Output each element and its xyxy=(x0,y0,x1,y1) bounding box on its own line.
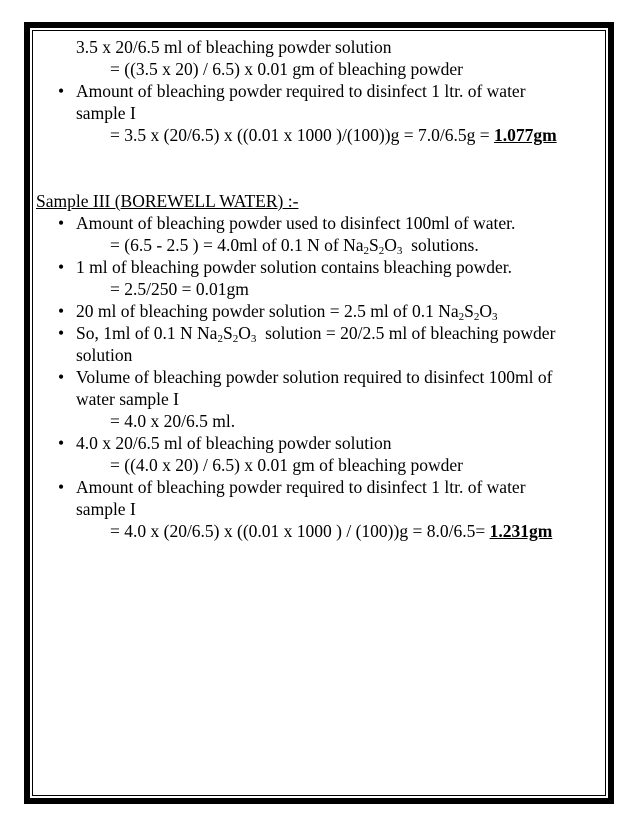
subscript: 3 xyxy=(396,245,403,257)
list-item-text: 1 ml of bleaching powder solution contains bleaching powder. xyxy=(76,257,512,277)
bullet-icon: • xyxy=(58,367,65,387)
bullet-icon: • xyxy=(58,81,65,101)
calc-line: 3.5 x 20/6.5 ml of bleaching powder solution xyxy=(76,37,392,57)
bullet-icon: • xyxy=(58,323,65,343)
subscript: 2 xyxy=(378,245,385,257)
subscript: 2 xyxy=(363,245,370,257)
section-spacer xyxy=(36,146,601,190)
equation-text: O xyxy=(384,235,397,255)
list-item-text: So, 1ml of 0.1 N Na xyxy=(76,323,218,343)
equation-text: = 3.5 x (20/6.5) x ((0.01 x 1000 )/(100))g = 7.0/6.5g = xyxy=(110,125,494,145)
list-item-text: Volume of bleaching powder solution required to disinfect 100ml of xyxy=(76,367,553,387)
list-item-text: 4.0 x 20/6.5 ml of bleaching powder solution xyxy=(76,433,392,453)
subscript: 2 xyxy=(232,333,239,345)
list-item-text: O xyxy=(479,301,493,321)
list-item-text: 20 ml of bleaching powder solution = 2.5 ml of 0.1 Na xyxy=(76,301,459,321)
calc-line: = ((4.0 x 20) / 6.5) x 0.01 gm of bleaching powder xyxy=(110,455,463,475)
subscript: 2 xyxy=(458,311,465,323)
subscript: 3 xyxy=(492,311,498,323)
list-item-text: solution = 20/2.5 ml of bleaching powder xyxy=(256,323,556,343)
list-item-continuation: sample I xyxy=(76,103,136,123)
list-item-text: S xyxy=(464,301,474,321)
list-item-text: Amount of bleaching powder required to disinfect 1 ltr. of water xyxy=(76,81,526,101)
list-item xyxy=(36,366,601,388)
list-item-text: Amount of bleaching powder required to disinfect 1 ltr. of water xyxy=(76,477,526,497)
list-item xyxy=(36,80,601,102)
list-item-continuation: sample I xyxy=(76,499,136,519)
list-item-continuation: water sample I xyxy=(76,389,180,409)
bullet-icon: • xyxy=(58,213,65,233)
calc-line: = 4.0 x 20/6.5 ml. xyxy=(110,411,236,431)
subscript: 2 xyxy=(473,311,480,323)
equation-text: = 4.0 x (20/6.5) x ((0.01 x 1000 ) / (100))g = 8.0/6.5= xyxy=(110,521,490,541)
bullet-icon: • xyxy=(58,301,65,321)
list-item xyxy=(36,212,601,234)
list-item-text: O xyxy=(238,323,251,343)
calc-line xyxy=(36,520,601,542)
document-body xyxy=(36,36,601,542)
bullet-icon: • xyxy=(58,433,65,453)
calc-line: = 2.5/250 = 0.01gm xyxy=(110,279,249,299)
result-value: 1.077gm xyxy=(493,125,557,145)
list-item xyxy=(36,300,601,322)
calc-line: = ((3.5 x 20) / 6.5) x 0.01 gm of bleaching powder xyxy=(110,59,463,79)
list-item-text: S xyxy=(222,323,233,343)
result-value: 1.231gm xyxy=(489,521,553,541)
subscript: 2 xyxy=(217,333,223,345)
list-item-text: Amount of bleaching powder used to disinfect 100ml of water. xyxy=(76,213,516,233)
equation-text: S xyxy=(369,235,379,255)
calc-line xyxy=(36,124,601,146)
subscript: 3 xyxy=(250,333,257,345)
equation-text: solutions. xyxy=(402,235,479,255)
bullet-icon: • xyxy=(58,477,65,497)
bullet-icon: • xyxy=(58,257,65,277)
list-item xyxy=(36,432,601,454)
calc-line xyxy=(36,234,601,256)
section-heading: Sample III (BOREWELL WATER) :- xyxy=(36,191,299,211)
list-item xyxy=(36,476,601,498)
equation-text: = (6.5 - 2.5 ) = 4.0ml of 0.1 N of Na xyxy=(110,235,364,255)
list-item-continuation: solution xyxy=(76,345,133,365)
list-item xyxy=(36,322,601,344)
list-item xyxy=(36,256,601,278)
